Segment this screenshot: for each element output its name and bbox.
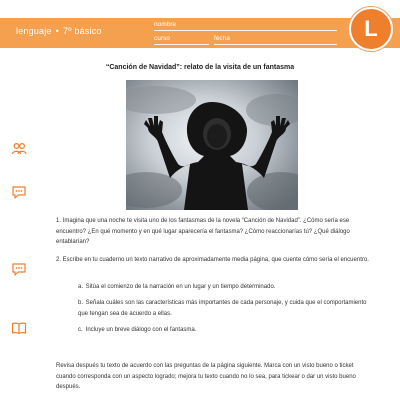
list-item [78,298,374,319]
speech-bubble-icon [11,184,27,200]
subject-logo [349,7,393,51]
question-1: 1. Imagina que una noche te visita uno de los fantasmas de la novela “Canción de Navidad”. ¿Cómo sería ese encuentro? ¿En qué momento y en qué lugar aparecería el fantasma? ¿Cómo reaccionarías tú? ¿Qué diálogo entablarían? [56,218,350,245]
date-label: fecha [214,35,230,42]
date-line[interactable] [214,44,337,45]
list-text: Señala cuáles son las características más importantes de cada personaje, y cuida que el comportamiento que tengan sea de acuerdo a ellas. [78,300,367,317]
list-text: Incluye un breve diálogo con el fantasma. [85,327,197,333]
logo-letter: L [364,16,378,41]
name-label: nombre [154,21,177,28]
name-line[interactable] [154,30,337,31]
subject-label [16,26,102,36]
question-2: 2. Escribe en tu cuaderno un texto narrativo de aproximadamente media página, que cuente cómo sería el encuentro. [56,257,369,263]
list-item [78,282,374,293]
course-label: curso [154,35,170,42]
list-text: Sitúa el comienzo de la narración en un lugar y un tiempo determinado. [85,284,276,290]
people-icon [11,141,27,157]
speech-bubble-icon [11,261,27,277]
closing-paragraph: Revisa después tu texto de acuerdo con las preguntas de la página siguiente. Marca con un visto bueno o ticket cuando corresponda con un aspecto logrado; mejora tu texto cuando no lo sea, para tickear o dar un visto bueno después. [56,363,356,390]
separator-dot: • [55,26,59,36]
course-line[interactable] [154,44,209,45]
grade-label: 7º básico [63,26,102,36]
list-bullet: c. [78,327,83,333]
list-item [78,325,374,336]
open-book-icon [11,320,27,336]
subject-name: lenguaje [16,26,52,36]
child-silhouette-image [126,80,298,210]
list-bullet: b. [78,300,84,306]
page-title: “Canción de Navidad”: relato de la visita de un fantasma [105,64,295,71]
list-bullet: a. [78,284,84,290]
